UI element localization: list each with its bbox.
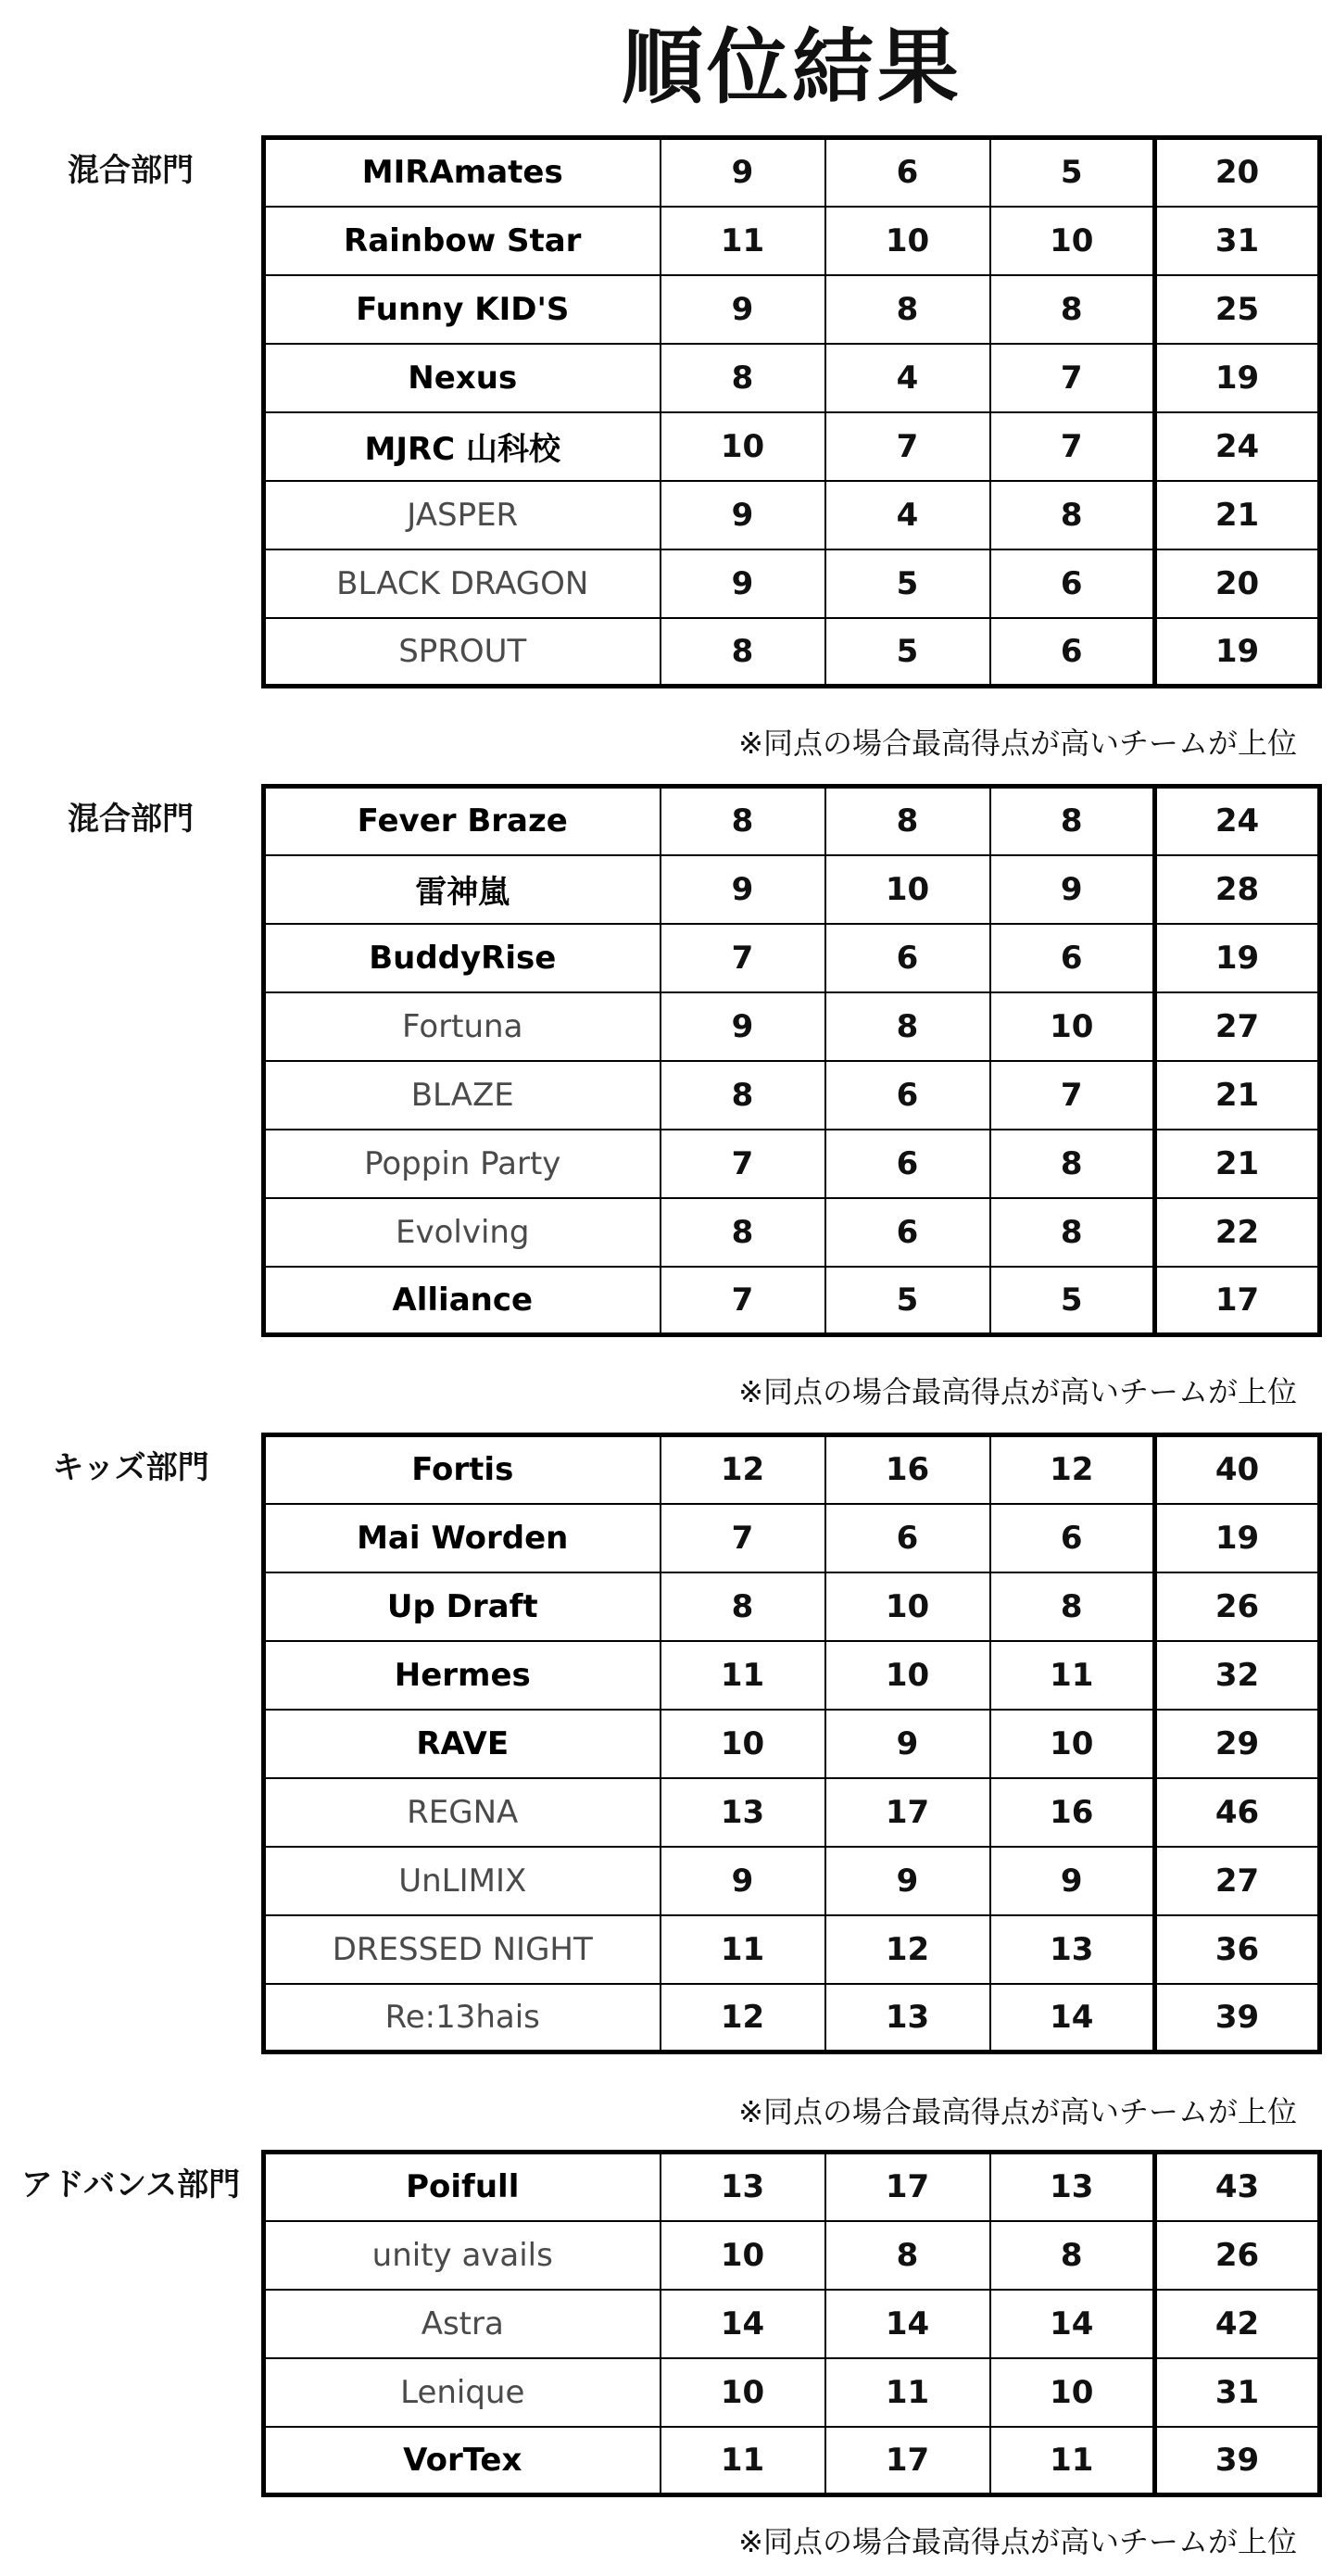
score-cell-2: 10 [825,207,990,275]
score-cell-3: 13 [990,2153,1155,2221]
score-cell-2: 8 [825,2221,990,2290]
section-label: アドバンス部門 [20,2166,241,2203]
score-cell-2: 4 [825,481,990,549]
score-cell-2: 7 [825,412,990,481]
score-cell-1: 10 [661,2358,825,2427]
total-score-cell: 32 [1155,1641,1320,1710]
score-cell-1: 11 [661,207,825,275]
score-cell-2: 16 [825,1435,990,1504]
total-score-cell: 31 [1155,2358,1320,2427]
score-cell-2: 6 [825,1504,990,1572]
score-cell-1: 9 [661,138,825,207]
score-cell-3: 8 [990,481,1155,549]
score-cell-1: 7 [661,924,825,992]
team-name-cell: JASPER [264,481,661,549]
score-cell-1: 12 [661,1435,825,1504]
score-cell-3: 8 [990,275,1155,344]
score-cell-2: 12 [825,1915,990,1984]
table-row [264,207,1320,275]
table-row [264,412,1320,481]
score-cell-1: 8 [661,1061,825,1130]
table-row [264,787,1320,855]
score-cell-2: 6 [825,1130,990,1198]
team-name-cell: Evolving [264,1198,661,1267]
team-name-cell: BLACK DRAGON [264,549,661,618]
table-row [264,1710,1320,1778]
tie-note: ※同点の場合最高得点が高いチームが上位 [738,2094,1297,2130]
score-cell-2: 17 [825,2427,990,2495]
team-name-cell: DRESSED NIGHT [264,1915,661,1984]
score-cell-3: 10 [990,992,1155,1061]
table-row [264,275,1320,344]
score-cell-2: 8 [825,992,990,1061]
score-cell-1: 9 [661,549,825,618]
score-cell-2: 8 [825,275,990,344]
results-table [261,2150,1322,2497]
score-cell-3: 7 [990,412,1155,481]
team-name-cell: RAVE [264,1710,661,1778]
score-cell-1: 7 [661,1504,825,1572]
score-cell-3: 8 [990,1198,1155,1267]
total-score-cell: 21 [1155,1061,1320,1130]
total-score-cell: 31 [1155,207,1320,275]
team-name-cell: Poppin Party [264,1130,661,1198]
score-cell-3: 11 [990,1641,1155,1710]
team-name-cell: Up Draft [264,1572,661,1641]
score-cell-1: 9 [661,992,825,1061]
score-cell-2: 6 [825,924,990,992]
table-row [264,2358,1320,2427]
score-cell-1: 9 [661,481,825,549]
total-score-cell: 24 [1155,787,1320,855]
results-table [261,784,1322,1337]
score-cell-1: 10 [661,1710,825,1778]
total-score-cell: 39 [1155,1984,1320,2052]
score-cell-2: 14 [825,2290,990,2358]
section-label: 混合部門 [68,152,194,189]
results-table [261,135,1322,688]
team-name-cell: SPROUT [264,618,661,687]
table-row [264,2290,1320,2358]
score-cell-1: 10 [661,2221,825,2290]
team-name-cell: Fever Braze [264,787,661,855]
table-row [264,549,1320,618]
score-cell-3: 8 [990,1130,1155,1198]
score-cell-1: 13 [661,2153,825,2221]
score-cell-2: 10 [825,1572,990,1641]
score-cell-2: 4 [825,344,990,412]
table-row [264,1504,1320,1572]
score-cell-3: 10 [990,207,1155,275]
total-score-cell: 29 [1155,1710,1320,1778]
score-cell-3: 9 [990,855,1155,924]
total-score-cell: 27 [1155,1847,1320,1915]
score-cell-2: 17 [825,2153,990,2221]
score-cell-3: 10 [990,1710,1155,1778]
score-cell-1: 12 [661,1984,825,2052]
table-row [264,1984,1320,2052]
score-cell-1: 9 [661,275,825,344]
team-name-cell: Poifull [264,2153,661,2221]
table-row [264,1267,1320,1335]
score-cell-3: 7 [990,344,1155,412]
table-row [264,138,1320,207]
team-name-cell: Alliance [264,1267,661,1335]
total-score-cell: 42 [1155,2290,1320,2358]
score-cell-1: 8 [661,1198,825,1267]
score-cell-2: 17 [825,1778,990,1847]
score-cell-1: 14 [661,2290,825,2358]
total-score-cell: 39 [1155,2427,1320,2495]
score-cell-3: 13 [990,1915,1155,1984]
team-name-cell: VorTex [264,2427,661,2495]
team-name-cell: Re:13hais [264,1984,661,2052]
table-row [264,1572,1320,1641]
table-row [264,1130,1320,1198]
score-cell-3: 16 [990,1778,1155,1847]
team-name-cell: MIRAmates [264,138,661,207]
table-row [264,1915,1320,1984]
team-name-cell: unity avails [264,2221,661,2290]
total-score-cell: 36 [1155,1915,1320,1984]
score-cell-3: 10 [990,2358,1155,2427]
score-cell-2: 6 [825,1061,990,1130]
score-cell-1: 10 [661,412,825,481]
total-score-cell: 19 [1155,1504,1320,1572]
table-row [264,344,1320,412]
table-row [264,924,1320,992]
total-score-cell: 40 [1155,1435,1320,1504]
table-row [264,1061,1320,1130]
table-row [264,2221,1320,2290]
total-score-cell: 20 [1155,138,1320,207]
total-score-cell: 27 [1155,992,1320,1061]
total-score-cell: 17 [1155,1267,1320,1335]
score-cell-3: 12 [990,1435,1155,1504]
total-score-cell: 26 [1155,2221,1320,2290]
total-score-cell: 25 [1155,275,1320,344]
table-row [264,1435,1320,1504]
score-cell-2: 6 [825,138,990,207]
team-name-cell: Mai Worden [264,1504,661,1572]
team-name-cell: Nexus [264,344,661,412]
score-cell-3: 5 [990,138,1155,207]
tie-note: ※同点の場合最高得点が高いチームが上位 [738,2524,1297,2559]
team-name-cell: Fortuna [264,992,661,1061]
team-name-cell: Hermes [264,1641,661,1710]
section-label: キッズ部門 [52,1449,209,1486]
tie-note: ※同点の場合最高得点が高いチームが上位 [738,725,1297,761]
score-cell-2: 5 [825,549,990,618]
score-cell-3: 6 [990,924,1155,992]
section-label: 混合部門 [68,801,194,838]
score-cell-2: 9 [825,1847,990,1915]
table-row [264,992,1320,1061]
table-row [264,618,1320,687]
table-row [264,2153,1320,2221]
score-cell-3: 9 [990,1847,1155,1915]
table-row [264,1847,1320,1915]
score-cell-3: 5 [990,1267,1155,1335]
team-name-cell: Astra [264,2290,661,2358]
score-cell-2: 9 [825,1710,990,1778]
team-name-cell: Fortis [264,1435,661,1504]
total-score-cell: 19 [1155,924,1320,992]
score-cell-1: 8 [661,344,825,412]
score-cell-3: 8 [990,787,1155,855]
team-name-cell: Funny KID'S [264,275,661,344]
score-cell-3: 6 [990,618,1155,687]
table-row [264,1198,1320,1267]
score-cell-2: 5 [825,618,990,687]
total-score-cell: 21 [1155,1130,1320,1198]
score-cell-2: 10 [825,855,990,924]
score-cell-3: 8 [990,1572,1155,1641]
score-cell-2: 11 [825,2358,990,2427]
score-cell-3: 11 [990,2427,1155,2495]
total-score-cell: 19 [1155,618,1320,687]
score-cell-1: 7 [661,1267,825,1335]
score-cell-1: 9 [661,1847,825,1915]
table-row [264,1641,1320,1710]
score-cell-1: 11 [661,1915,825,1984]
score-cell-1: 13 [661,1778,825,1847]
score-cell-1: 11 [661,2427,825,2495]
page-title: 順位結果 [621,19,963,115]
score-cell-1: 11 [661,1641,825,1710]
team-name-cell: MJRC 山科校 [264,412,661,481]
score-cell-3: 8 [990,2221,1155,2290]
table-row [264,481,1320,549]
results-table [261,1433,1322,2054]
score-cell-1: 8 [661,787,825,855]
total-score-cell: 22 [1155,1198,1320,1267]
total-score-cell: 28 [1155,855,1320,924]
score-cell-1: 7 [661,1130,825,1198]
total-score-cell: 21 [1155,481,1320,549]
score-cell-1: 9 [661,855,825,924]
total-score-cell: 43 [1155,2153,1320,2221]
team-name-cell: BLAZE [264,1061,661,1130]
score-cell-2: 6 [825,1198,990,1267]
team-name-cell: Rainbow Star [264,207,661,275]
team-name-cell: UnLIMIX [264,1847,661,1915]
total-score-cell: 26 [1155,1572,1320,1641]
score-cell-2: 10 [825,1641,990,1710]
table-row [264,855,1320,924]
team-name-cell: 雷神嵐 [264,855,661,924]
table-row [264,2427,1320,2495]
score-cell-1: 8 [661,618,825,687]
score-cell-2: 8 [825,787,990,855]
score-cell-2: 5 [825,1267,990,1335]
total-score-cell: 19 [1155,344,1320,412]
team-name-cell: BuddyRise [264,924,661,992]
total-score-cell: 46 [1155,1778,1320,1847]
score-cell-1: 8 [661,1572,825,1641]
table-row [264,1778,1320,1847]
total-score-cell: 20 [1155,549,1320,618]
score-cell-3: 14 [990,2290,1155,2358]
team-name-cell: Lenique [264,2358,661,2427]
total-score-cell: 24 [1155,412,1320,481]
tie-note: ※同点の場合最高得点が高いチームが上位 [738,1373,1297,1409]
score-cell-3: 14 [990,1984,1155,2052]
score-cell-3: 6 [990,549,1155,618]
score-cell-2: 13 [825,1984,990,2052]
score-cell-3: 7 [990,1061,1155,1130]
score-cell-3: 6 [990,1504,1155,1572]
team-name-cell: REGNA [264,1778,661,1847]
